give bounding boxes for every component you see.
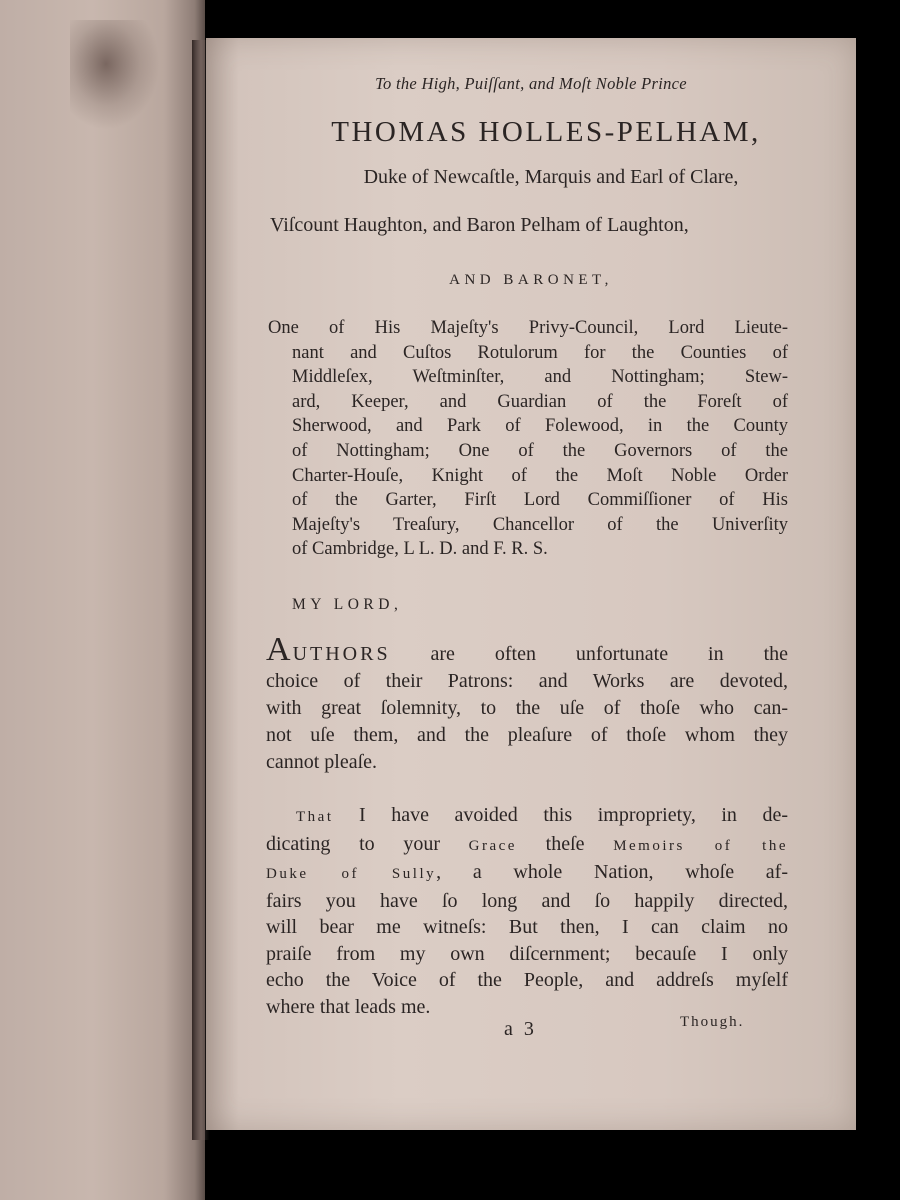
paragraph-line — [266, 831, 788, 860]
ink-stain — [70, 20, 160, 130]
paragraph-line: cannot pleaſe. — [266, 751, 378, 773]
paragraph-line: choice of their Patrons: and Works are devoted, — [266, 670, 788, 692]
small-caps-text: Duke of Sully — [266, 866, 437, 882]
paragraph-line: where that leads me. — [266, 995, 431, 1018]
paragraph-line: fairs you have ſo long and ſo happily directed, — [266, 889, 788, 912]
office-line: Sherwood, and Park of Folewood, in the County — [292, 416, 788, 437]
dedicatee-name: THOMAS HOLLES-PELHAM, — [331, 116, 761, 148]
office-line: Middleſex, Weſtminſter, and Nottingham; Stew- — [292, 367, 788, 388]
left-page — [0, 0, 205, 1200]
office-line: nant and Cuſtos Rotulorum for the Counties of — [292, 342, 788, 363]
right-page — [206, 38, 856, 1130]
opening-caps: That — [296, 809, 334, 825]
small-caps-text: Memoirs of the — [613, 837, 789, 854]
office-line: Charter-Houſe, Knight of the Moſt Noble Order — [292, 465, 788, 486]
paragraph-2 — [266, 802, 788, 1020]
line-text: I have avoided this impropriety, in de- — [333, 804, 788, 826]
salutation: MY LORD, — [292, 596, 403, 613]
dedication-text — [206, 38, 856, 1130]
line-text: are often unfortunate in the — [390, 643, 788, 665]
office-line: of Nottingham; One of the Governors of the — [292, 440, 788, 461]
paragraph-line: not uſe them, and the pleaſure of thoſe whom they — [266, 724, 788, 746]
line-text: dicating to your — [266, 832, 469, 855]
dedication-heading-small: To the High, Puiſſant, and Moſt Noble Prince — [375, 74, 687, 93]
opening-caps: UTHORS — [292, 643, 391, 665]
paragraph-line: with great ſolemnity, to the uſe of thoſe who can- — [266, 697, 788, 719]
drop-cap: A — [266, 631, 293, 668]
small-caps-text: Grace — [468, 837, 517, 854]
office-line: of Cambridge, L L. D. and F. R. S. — [292, 539, 548, 560]
office-line: ard, Keeper, and Guardian of the Foreſt of — [292, 391, 788, 412]
paragraph-line — [266, 802, 788, 831]
paragraph-1 — [266, 631, 788, 776]
dedicatee-title-line-1: Duke of Newcaſtle, Marquis and Earl of Clare, — [363, 166, 739, 188]
dedicatee-offices — [268, 316, 788, 562]
paragraph-line: echo the Voice of the People, and addreſs myſelf — [266, 969, 788, 991]
paragraph-line — [266, 631, 788, 668]
paragraph-line — [266, 859, 788, 888]
catchword: Though. — [680, 1014, 745, 1030]
signature-mark: a 3 — [504, 1018, 537, 1040]
paragraph-line: praiſe from my own diſcernment; becauſe I only — [266, 942, 788, 965]
dedicatee-title-line-2: Viſcount Haughton, and Baron Pelham of Laughton, — [270, 214, 689, 236]
line-text: , a whole Nation, whoſe af- — [436, 861, 788, 883]
dedicatee-baronet: AND BARONET, — [449, 272, 613, 288]
line-text: theſe — [516, 832, 614, 855]
office-line: One of His Majeſty's Privy-Council, Lord Lieute- — [268, 318, 788, 338]
office-line: of the Garter, Firſt Lord Commiſſioner of His — [292, 490, 788, 511]
office-line: Majeſty's Treaſury, Chancellor of the Univerſity — [292, 514, 788, 535]
paragraph-line: will bear me witneſs: But then, I can claim no — [266, 916, 788, 938]
